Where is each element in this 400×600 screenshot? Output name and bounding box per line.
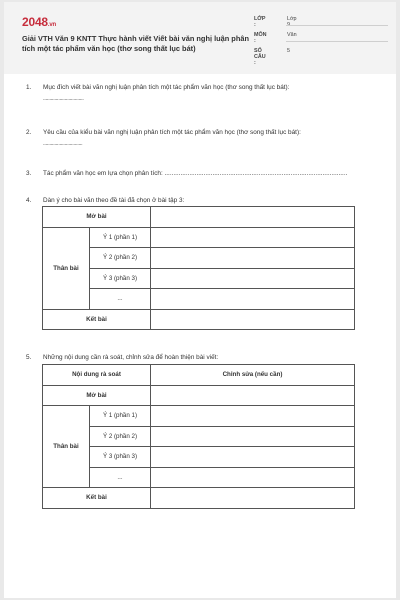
worksheet-page: 2048.vn Giải VTH Văn 9 KNTT Thực hành viết Viết bài văn nghị luận phân tích một tác phẩm văn học (thơ song thất lục bát) LỚP : Lớp 9 MÔN : Văn SỐ CÂU : 5 1. Mục đích viết bài văn nghị luận phân tích một tác phẩm văn học (thơ song thất lục bát): ................................ 2. Yêu cầu của kiểu bài văn nghị luận phân tích một tác phẩm văn học (thơ song thất lục bát): ............................... 3. Tác phẩm văn học em lựa chọn phân tích: ....................................................................................................... 4. Dàn ý cho bài văn theo đề tài đã chọn ở bài tập 3: Mở bài Thân bài Ý 1 (phần 1) Ý 2 (phần 2) Ý 3 (phần 3) ... Kết bài 5. Những nội dung cần rà soát, chỉnh sửa để hoàn thiện bài viết: Nội dung rà soát Chỉnh sửa (nếu cần) Mở bài Thân bài Ý 1 (phần 1) Ý 2 (phần 2) Ý 3 (phần 3) ... Kết bài [4, 2, 396, 598]
site-logo[interactable]: 2048.vn [22, 15, 56, 29]
item-label: Ý 1 (phần 1) [90, 406, 151, 427]
page-title: Giải VTH Văn 9 KNTT Thực hành viết Viết bài văn nghị luận phân tích một tác phẩm văn học (thơ song thất lục bát) [22, 34, 249, 53]
mo-bai-label: Mở bài [43, 385, 151, 406]
outline-table [42, 206, 355, 330]
table-row [43, 227, 355, 248]
table-row [43, 488, 355, 509]
header: 2048.vn Giải VTH Văn 9 KNTT Thực hành viết Viết bài văn nghị luận phân tích một tác phẩm văn học (thơ song thất lục bát) LỚP : Lớp 9 MÔN : Văn SỐ CÂU : 5 [4, 2, 396, 74]
item-label: Ý 2 (phần 2) [90, 426, 151, 447]
table-row [43, 385, 355, 406]
table-row [43, 268, 355, 289]
than-bai-label: Thân bài [43, 227, 90, 309]
than-bai-label: Thân bài [43, 406, 90, 488]
item-label: ... [90, 289, 151, 310]
item-label: ... [90, 467, 151, 488]
table-row [43, 467, 355, 488]
item-label: Ý 1 (phần 1) [90, 227, 151, 248]
table-row [43, 248, 355, 269]
divider [286, 25, 388, 26]
answer-line-2: ............................... [43, 141, 83, 147]
mo-bai-label: Mở bài [43, 207, 151, 228]
review-table [42, 364, 355, 509]
answer-cell[interactable] [151, 385, 355, 406]
column-header: Nội dung rà soát [43, 365, 151, 386]
answer-cell[interactable] [151, 227, 355, 248]
answer-cell[interactable] [151, 207, 355, 228]
item-label: Ý 2 (phần 2) [90, 248, 151, 269]
column-header: Chỉnh sửa (nếu cần) [151, 365, 355, 386]
table-row [43, 289, 355, 310]
answer-cell[interactable] [151, 248, 355, 269]
table-row [43, 447, 355, 468]
table-header-row [43, 365, 355, 386]
answer-cell[interactable] [151, 406, 355, 427]
answer-cell[interactable] [151, 426, 355, 447]
answer-cell[interactable] [151, 289, 355, 310]
answer-line-1: ................................ [43, 96, 84, 102]
answer-cell[interactable] [151, 447, 355, 468]
ket-bai-label: Kết bài [43, 488, 151, 509]
table-row [43, 207, 355, 228]
item-label: Ý 3 (phần 3) [90, 447, 151, 468]
divider [286, 41, 388, 42]
table-row [43, 406, 355, 427]
table-row [43, 309, 355, 330]
answer-cell[interactable] [151, 488, 355, 509]
item-label: Ý 3 (phần 3) [90, 268, 151, 289]
table-row [43, 426, 355, 447]
answer-cell[interactable] [151, 268, 355, 289]
answer-cell[interactable] [151, 309, 355, 330]
answer-cell[interactable] [151, 467, 355, 488]
ket-bai-label: Kết bài [43, 309, 151, 330]
